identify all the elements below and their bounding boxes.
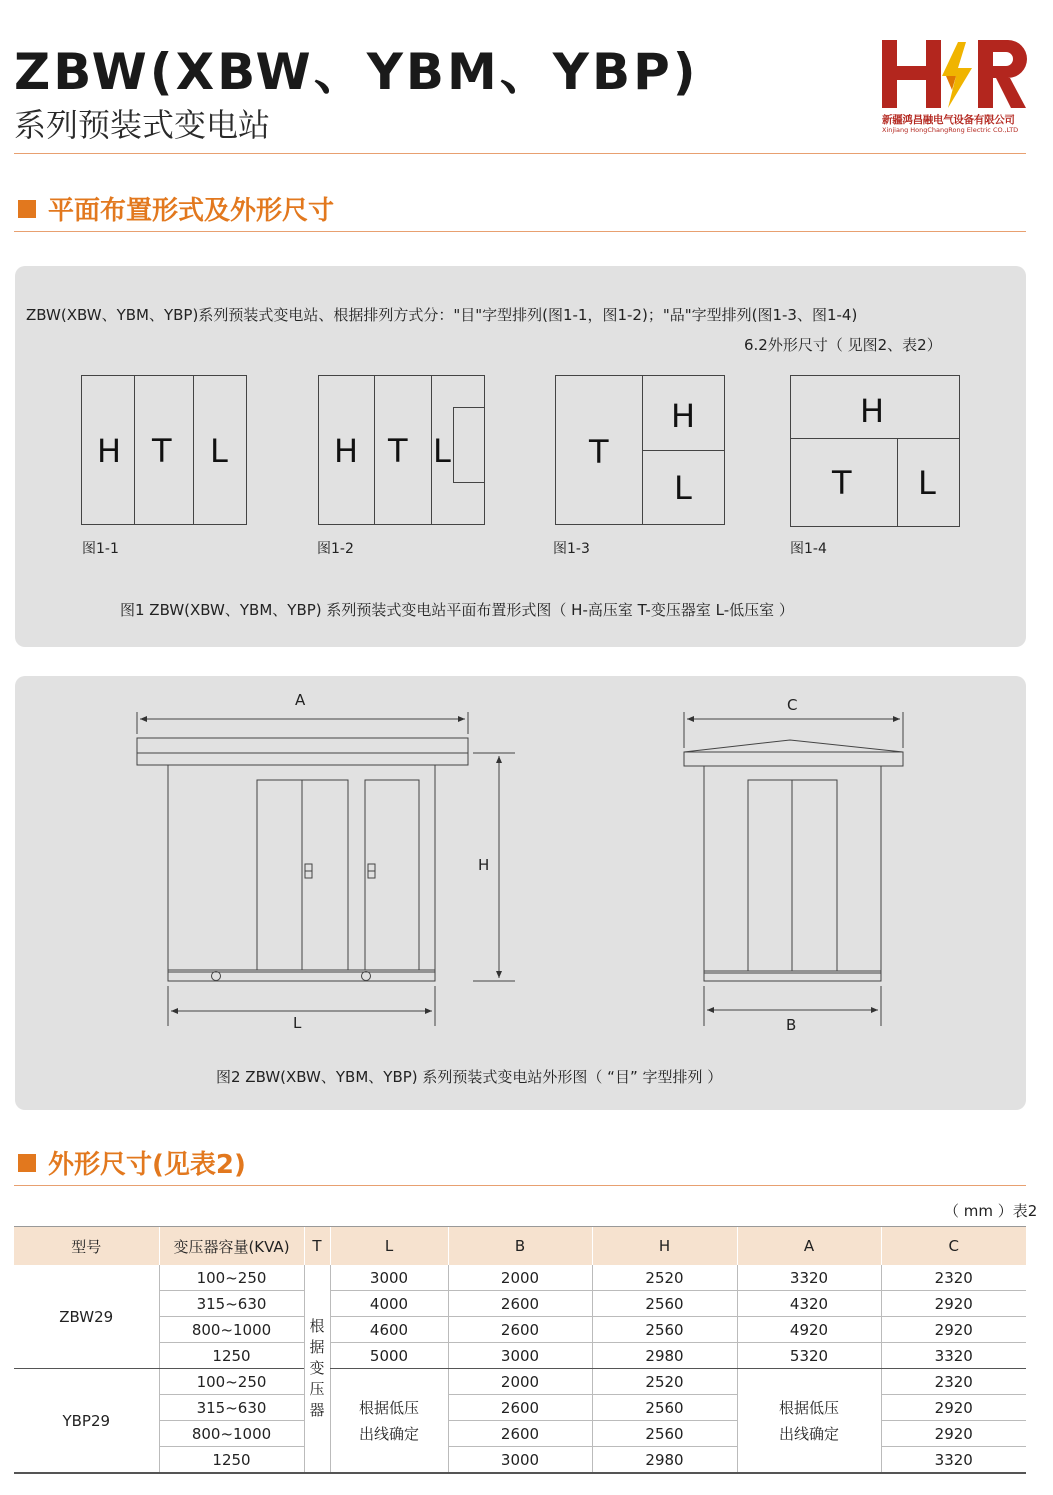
cell-b: 2000	[448, 1369, 592, 1395]
cell-kva: 800~1000	[159, 1317, 304, 1343]
fig1-3-label: 图1-3	[553, 541, 590, 557]
cell-kva: 100~250	[159, 1265, 304, 1291]
dim-label-l: L	[293, 1014, 302, 1032]
t-note-char: 根	[309, 1317, 325, 1335]
cell-b: 2600	[448, 1317, 592, 1343]
fig1-2-t: T	[388, 432, 408, 470]
cell-h: 2520	[592, 1265, 737, 1291]
dimension-table	[14, 1226, 1026, 1474]
cell-kva: 800~1000	[159, 1421, 304, 1447]
table-row	[14, 1369, 1026, 1395]
company-logo	[880, 38, 1028, 138]
section-divider-2	[14, 1185, 1026, 1186]
logo-company-en: Xinjiang HongChangRong Electric CO.,LTD	[882, 126, 1019, 134]
cell-a-merged	[737, 1369, 881, 1474]
fig1-1-label: 图1-1	[82, 541, 119, 557]
cell-kva: 1250	[159, 1343, 304, 1369]
fig1-3-l: L	[674, 469, 692, 507]
fig1-2-h: H	[334, 432, 359, 470]
cell-b: 2600	[448, 1421, 592, 1447]
fig1-2-l: L	[433, 432, 451, 470]
layout-description: ZBW(XBW、YBM、YBP)系列预装式变电站、根据排列方式分："目"字型排列(图1-1，图1-2)；"品"字型排列(图1-3、图1-4)	[26, 306, 858, 324]
logo-company-cn: 新疆鸿昌融电气设备有限公司	[882, 114, 1015, 126]
t-note-char: 压	[309, 1380, 325, 1398]
cell-kva: 315~630	[159, 1291, 304, 1317]
cell-kva: 100~250	[159, 1369, 304, 1395]
cell-c: 2920	[881, 1421, 1026, 1447]
cell-a: 5320	[737, 1343, 881, 1369]
cell-c: 2920	[881, 1395, 1026, 1421]
fig1-4-t: T	[832, 464, 852, 502]
t-note-char: 器	[309, 1401, 325, 1419]
fig1-3-h: H	[671, 397, 696, 435]
section-marker-icon	[18, 1154, 36, 1172]
table-row	[14, 1291, 1026, 1317]
col-header-t: T	[304, 1227, 330, 1266]
section-heading-text: 外形尺寸(见表2)	[48, 1150, 246, 1180]
page-subtitle: 系列预装式变电站	[14, 106, 271, 144]
cell-a: 4920	[737, 1317, 881, 1343]
cell-h: 2520	[592, 1369, 737, 1395]
cell-l-merged	[330, 1369, 448, 1474]
cell-l: 3000	[330, 1265, 448, 1291]
merged-l-line: 根据低压	[358, 1398, 419, 1417]
outline-drawing	[15, 676, 1026, 1110]
dim-label-b: B	[786, 1016, 797, 1034]
cell-h: 2560	[592, 1291, 737, 1317]
cell-h: 2980	[592, 1447, 737, 1474]
table-row	[14, 1265, 1026, 1291]
figure2-caption: 图2 ZBW(XBW、YBM、YBP) 系列预装式变电站外形图（ “目” 字型排列 ）	[216, 1068, 723, 1086]
fig1-1-t: T	[152, 432, 172, 470]
figure1-caption: 图1 ZBW(XBW、YBM、YBP) 系列预装式变电站平面布置形式图（ H-高压室 T-变压器室 L-低压室 ）	[120, 601, 794, 619]
dim-label-h: H	[478, 856, 490, 874]
col-header-h: H	[592, 1227, 737, 1266]
cell-kva: 1250	[159, 1447, 304, 1474]
fig1-1-h: H	[97, 432, 122, 470]
col-header-model: 型号	[14, 1227, 159, 1266]
fig1-4-label: 图1-4	[790, 541, 827, 557]
cell-c: 2320	[881, 1369, 1026, 1395]
cell-b: 2000	[448, 1265, 592, 1291]
cell-a: 4320	[737, 1291, 881, 1317]
section-heading-dimensions	[18, 1144, 246, 1181]
cell-l: 4600	[330, 1317, 448, 1343]
page-title: ZBW(XBW、YBM、YBP)	[14, 43, 699, 101]
cell-t-note	[304, 1265, 330, 1473]
cell-h: 2560	[592, 1317, 737, 1343]
merged-a-line: 根据低压	[778, 1398, 839, 1417]
dim-label-a: A	[295, 691, 306, 709]
cell-b: 3000	[448, 1343, 592, 1369]
fig1-4-l: L	[918, 464, 936, 502]
cell-model: ZBW29	[14, 1265, 159, 1369]
cell-a: 3320	[737, 1265, 881, 1291]
cell-h: 2980	[592, 1343, 737, 1369]
cell-c: 2320	[881, 1265, 1026, 1291]
table-row	[14, 1317, 1026, 1343]
fig1-2-label: 图1-2	[317, 541, 354, 557]
cell-h: 2560	[592, 1395, 737, 1421]
layout-panel	[15, 266, 1026, 647]
col-header-l: L	[330, 1227, 448, 1266]
section-heading-text: 平面布置形式及外形尺寸	[48, 196, 335, 226]
layout-description-2: 6.2外形尺寸（ 见图2、表2）	[744, 336, 942, 354]
cell-c: 2920	[881, 1291, 1026, 1317]
t-note-char: 据	[309, 1338, 325, 1356]
cell-model: YBP29	[14, 1369, 159, 1474]
section-divider	[14, 231, 1026, 232]
outline-panel	[15, 676, 1026, 1110]
table-header-row	[14, 1227, 1026, 1266]
fig1-4-h: H	[860, 392, 885, 430]
cell-h: 2560	[592, 1421, 737, 1447]
cell-l: 4000	[330, 1291, 448, 1317]
dim-label-c: C	[787, 696, 798, 714]
col-header-c: C	[881, 1227, 1026, 1266]
merged-l-line: 出线确定	[358, 1424, 419, 1443]
fig1-3-t: T	[589, 433, 609, 471]
table-row	[14, 1343, 1026, 1369]
col-header-kva: 变压器容量(KVA)	[159, 1227, 304, 1266]
cell-kva: 315~630	[159, 1395, 304, 1421]
cell-b: 3000	[448, 1447, 592, 1474]
header-divider	[14, 153, 1026, 154]
cell-c: 2920	[881, 1317, 1026, 1343]
cell-c: 3320	[881, 1447, 1026, 1474]
section-heading-layout	[18, 190, 334, 227]
section-marker-icon	[18, 200, 36, 218]
fig1-1-l: L	[210, 432, 228, 470]
col-header-b: B	[448, 1227, 592, 1266]
cell-b: 2600	[448, 1291, 592, 1317]
cell-l: 5000	[330, 1343, 448, 1369]
merged-a-line: 出线确定	[778, 1424, 839, 1443]
table-unit-note: （ mm ）表2	[944, 1202, 1038, 1220]
col-header-a: A	[737, 1227, 881, 1266]
logo-mark-icon	[880, 38, 1028, 110]
cell-c: 3320	[881, 1343, 1026, 1369]
cell-b: 2600	[448, 1395, 592, 1421]
t-note-char: 变	[309, 1359, 325, 1377]
